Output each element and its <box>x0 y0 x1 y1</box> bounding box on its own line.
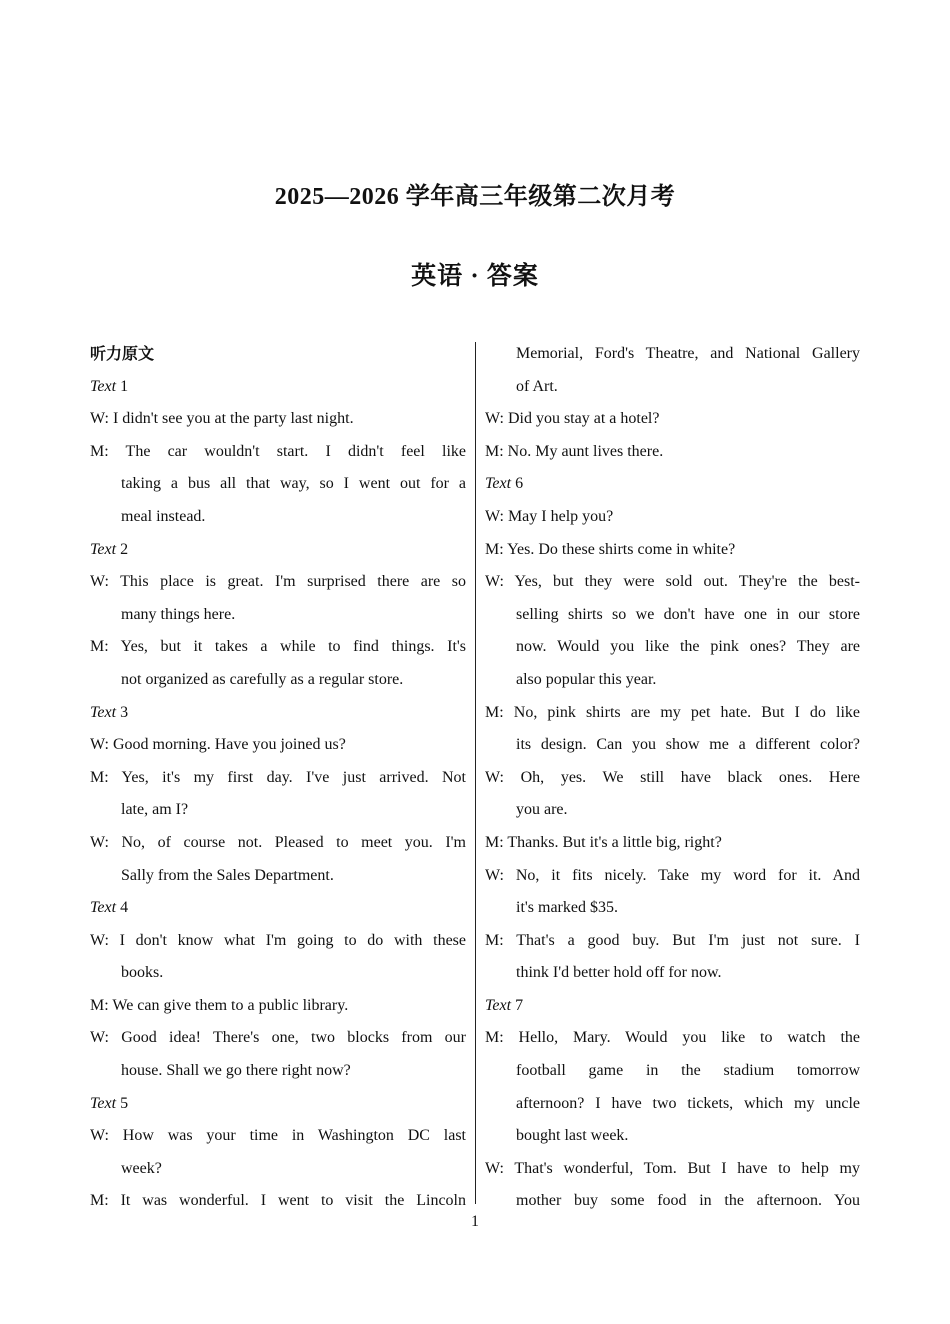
dialogue-line: M: Hello, Mary. Would you like to watch the <box>485 1029 860 1047</box>
dialogue-line: W: This place is great. I'm surprised there are so <box>90 573 466 591</box>
dialogue-line: W: I don't know what I'm going to do with these <box>90 931 466 949</box>
text-label-word: Text <box>90 703 117 721</box>
text-label <box>90 371 466 404</box>
dialogue-continuation: selling shirts so we don't have one in our store <box>516 605 860 623</box>
right-column <box>485 338 860 1218</box>
page-number: 1 <box>471 1213 479 1230</box>
dialogue-continuation: think I'd better hold off for now. <box>516 964 722 982</box>
dialogue-continuation: many things here. <box>121 605 236 623</box>
dialogue-line: M: No. My aunt lives there. <box>485 442 664 460</box>
dialogue-continuation: afternoon? I have two tickets, which my uncle <box>516 1094 860 1112</box>
text-label <box>90 534 466 567</box>
text-label-word: Text <box>90 1094 117 1112</box>
dialogue-line: M: Yes, but it takes a while to find things. It's <box>90 638 466 656</box>
dialogue-line: W: How was your time in Washington DC last <box>90 1127 466 1145</box>
text-label <box>90 892 466 925</box>
dialogue-line: M: That's a good buy. But I'm just not sure. I <box>485 931 860 949</box>
dialogue-continuation: also popular this year. <box>516 670 657 688</box>
text-label-word: Text <box>90 377 117 395</box>
dialogue-line: W: Good idea! There's one, two blocks from our <box>90 1029 466 1047</box>
section-heading: 听力原文 <box>90 344 155 363</box>
text-label-number: 6 <box>515 475 524 493</box>
column-divider <box>475 342 476 1204</box>
dialogue-continuation: mother buy some food in the afternoon. You <box>516 1192 860 1210</box>
dialogue-line: W: No, it fits nicely. Take my word for it. And <box>485 866 860 884</box>
dialogue-line: W: I didn't see you at the party last night. <box>90 410 354 428</box>
dialogue-line: M: No, pink shirts are my pet hate. But I do like <box>485 703 860 721</box>
dialogue-continuation: house. Shall we go there right now? <box>121 1062 351 1080</box>
text-label-number: 5 <box>120 1094 129 1112</box>
text-label <box>90 697 466 730</box>
text-label-number: 4 <box>120 899 129 917</box>
page-title: 2025—2026 学年高三年级第二次月考 <box>274 184 676 210</box>
text-label-number: 2 <box>120 540 129 558</box>
dialogue-line: W: Yes, but they were sold out. They're the best- <box>485 573 860 591</box>
dialogue-continuation: late, am I? <box>121 801 189 819</box>
dialogue-line: M: Yes, it's my first day. I've just arrived. Not <box>90 768 466 786</box>
text-label-word: Text <box>485 996 512 1014</box>
dialogue-line: M: It was wonderful. I went to visit the Lincoln <box>90 1192 466 1210</box>
dialogue-continuation: meal instead. <box>121 507 206 525</box>
text-label-word: Text <box>90 540 117 558</box>
dialogue-line: W: No, of course not. Pleased to meet you. I'm <box>90 833 466 851</box>
dialogue-continuation: now. Would you like the pink ones? They are <box>516 638 860 656</box>
text-label-number: 7 <box>515 996 524 1014</box>
dialogue-continuation: Sally from the Sales Department. <box>121 866 334 884</box>
dialogue-line: W: Oh, yes. We still have black ones. Here <box>485 768 860 786</box>
dialogue-line: M: The car wouldn't start. I didn't feel like <box>90 442 466 460</box>
dialogue-continuation: you are. <box>516 801 568 819</box>
page-subtitle: 英语 · 答案 <box>411 263 539 290</box>
text-label <box>90 1088 466 1121</box>
dialogue-line: W: That's wonderful, Tom. But I have to help my <box>485 1159 860 1177</box>
dialogue-line: W: Good morning. Have you joined us? <box>90 736 346 754</box>
dialogue-continuation: its design. Can you show me a different color? <box>516 736 860 754</box>
dialogue-continuation: Memorial, Ford's Theatre, and National Gallery <box>516 345 860 362</box>
dialogue-line: M: Yes. Do these shirts come in white? <box>485 540 736 558</box>
dialogue-continuation: week? <box>121 1159 162 1177</box>
dialogue-continuation: bought last week. <box>516 1127 629 1145</box>
text-label-word: Text <box>485 475 512 493</box>
text-label-number: 3 <box>120 703 129 721</box>
dialogue-line: M: We can give them to a public library. <box>90 996 349 1014</box>
text-label-number: 1 <box>120 377 129 395</box>
text-label-word: Text <box>90 899 117 917</box>
dialogue-continuation: taking a bus all that way, so I went out for a <box>121 475 466 493</box>
dialogue-continuation: football game in the stadium tomorrow <box>516 1062 860 1080</box>
dialogue-continuation: books. <box>121 964 164 982</box>
left-column <box>90 338 466 1218</box>
dialogue-continuation: not organized as carefully as a regular store. <box>121 670 404 688</box>
text-label <box>485 468 860 501</box>
dialogue-line: M: Thanks. But it's a little big, right? <box>485 833 722 851</box>
dialogue-line: W: Did you stay at a hotel? <box>485 410 660 428</box>
dialogue-continuation: of Art. <box>516 377 558 395</box>
dialogue-line: W: May I help you? <box>485 507 614 525</box>
dialogue-continuation: it's marked $35. <box>516 899 618 917</box>
text-label <box>485 990 860 1023</box>
